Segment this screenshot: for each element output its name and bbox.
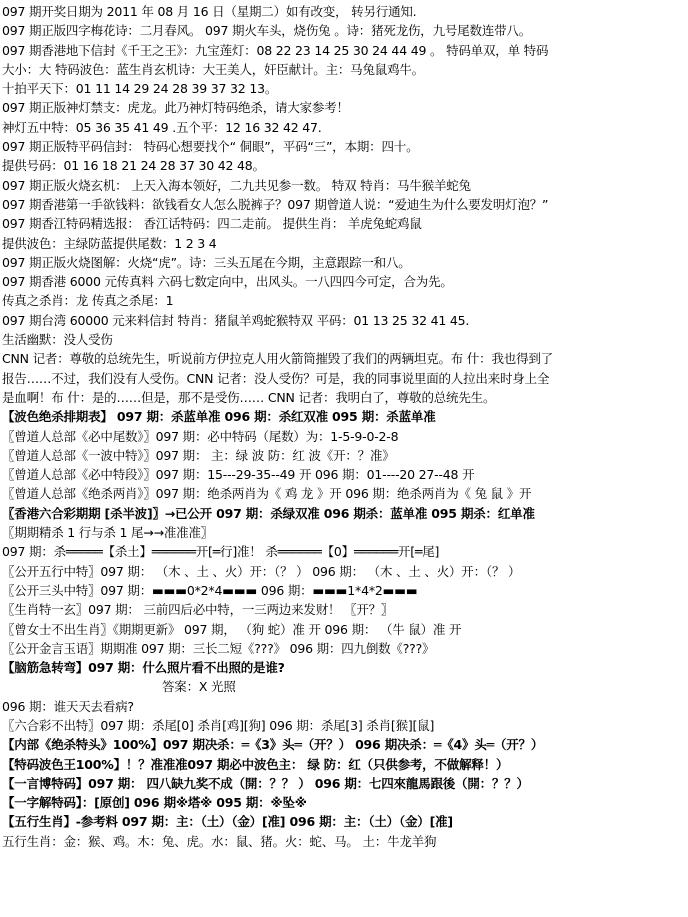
document-line: 大小：大 特码波色：蓝生肖玄机诗：大王美人，奸臣献计。主：马兔鼠鸡牛。	[2, 61, 424, 77]
document-line: 报告……不过，我们没有人受伤。CNN 记者：没人受伤？可是，我的同事说里面的人拉出来时身上全	[2, 370, 550, 386]
document-line: 传真之杀肖：龙 传真之杀尾：1	[2, 293, 174, 309]
document-line: 097 期开奖日期为 2011 年 08 月 16 日（星期二）如有改变， 转另行通知.	[2, 4, 417, 19]
document-line: 097 期正版四字梅花诗：二月春风。 097 期火车头，烧伤兔 。诗：猪死龙伤，九号尾数连带八。	[2, 23, 532, 39]
document-line: 097 期：杀═════【杀土】══════开[═行]准！ 杀══════【0】══════开[═尾]	[2, 544, 440, 560]
document-line: 【一字解特码】：[原创] 096 期※塔※ 095 期：※坠※	[2, 795, 307, 811]
document-line: 097 期正版火烧玄机： 上天入海本领好，二九共见参一数。 特双 特肖：马牛猴羊蛇兔	[2, 177, 471, 193]
document-line: 【内部《绝杀特头》100%】097 期决杀：═《3》头═（开？） 096 期决杀：═《4》头═（开？）	[2, 737, 544, 753]
document-line: 097 期香港 6000 元传真料 六码七数定向中，出风头。一八四四今可定，合为先。	[2, 274, 453, 290]
document-line: 097 期香港第一手欲钱料：欲钱看女人怎么脱裤子？097 期曾道人说：“爱迪生为什么要发明灯泡？”	[2, 196, 549, 212]
document-line: 【波色绝杀排期表】 097 期：杀蓝单准 096 期：杀红双准 095 期：杀蓝单准	[2, 409, 436, 425]
document-line: 神灯五中特：05 36 35 41 49 .五个平：12 16 32 42 47.	[2, 119, 322, 135]
document-line: 097 期正版特平码信封： 特码心想要找个“ 侗眼”，平码“三”，本期：四十。	[2, 139, 419, 155]
document-line: 生活幽默：没人受伤	[2, 332, 113, 348]
document-line: 096 期：谁天天去看病?	[2, 698, 134, 714]
document-line: 五行生肖：金：猴、鸡。木：兔、虎。水：鼠、猪。火：蛇、马。 土：牛龙羊狗	[2, 833, 437, 849]
document-line: CNN 记者：尊敬的总统先生，听说前方伊拉克人用火箭筒摧毁了我们的两辆坦克。布 什：我也得到了	[2, 351, 553, 367]
document-line: 〖公开三头中特〗097 期：▬▬▬0*2*4▬▬▬ 096 期：▬▬▬1*4*2▬▬▬	[2, 582, 418, 598]
document-line: 〖公开金言玉语〗期期准 097 期：三长二短《???》 096 期：四九倒数《???》	[2, 640, 435, 656]
document-line: 097 期香港地下信封《千王之王》：九宝莲灯：08 22 23 14 25 30 24 44 49 。 特码单双，单 特码	[2, 42, 549, 58]
document-line: 〖曾道人总部《必中特段》〗097 期：15---29-35--49 开 096 期：01----20 27--48 开	[2, 467, 475, 483]
document-line: 〖曾女士不出生肖〗《期期更新》 097 期， （狗 蛇）准 开 096 期： （牛 鼠）准 开	[2, 621, 462, 637]
document-line: 〖公开五行中特〗097 期： （木 、土 、火）开：（？ ） 096 期： （木 、土 、火）开：（？ ）	[2, 563, 521, 579]
document-line: 097 期台湾 60000 元来料信封 特肖：猪鼠羊鸡蛇猴特双 平码：01 13 25 32 41 45.	[2, 312, 470, 328]
document-line: 【特码波色王100%】！？准准准097 期必中波色主： 绿 防：红（只供参考，不做解释！）	[2, 756, 509, 772]
document-line: 〖曾道人总部《必中尾数》〗097 期：必中特码（尾数）为：1-5-9-0-2-8	[2, 428, 399, 444]
document-line: 〖曾道人总部《一波中特》〗097 期： 主：绿 波 防：红 波《开：？准》	[2, 447, 395, 463]
document-line: 〖香港六合彩期期 [杀半波]〗→已公开 097 期：杀绿双准 096 期杀：蓝单准 095 期杀：红单准	[2, 505, 535, 521]
document-line: 〖六合彩不出特〗097 期：杀尾[0] 杀肖[鸡][狗] 096 期：杀尾[3] 杀肖[猴][鼠]	[2, 717, 435, 733]
document-line: 097 期香江特码精选报： 香江话特码：四二走前。 提供生肖： 羊虎兔蛇鸡鼠	[2, 216, 422, 232]
document-line: 是血啊！布 什：是的……但是，那不是受伤…… CNN 记者：我明白了，尊敬的总统先生。	[2, 389, 496, 405]
document-line: 【脑筋急转弯】097 期：什么照片看不出照的是谁?	[2, 660, 285, 676]
document-line: 〖生肖特一玄〗097 期： 三前四后必中特，一三两边来发财！ 〖开？〗	[2, 602, 394, 618]
document-line: 097 期正版火烧图解：火烧“虎”。诗：三头五尾在今期，主意跟踪一和八。	[2, 254, 411, 270]
document-line: 答案：X 光照	[162, 679, 236, 695]
document-line: 097 期正版神灯禁支：虎龙。此乃神灯特码绝杀，请大家参考！	[2, 100, 349, 116]
document-line: 【一言博特码】097 期： 四八缺九奖不成（開：？？ ） 096 期：七四來龍馬跟後（開：？？）	[2, 775, 529, 791]
lottery-tips-document	[2, 2, 686, 851]
document-line: 十拍平天下：01 11 14 29 24 28 39 37 32 13。	[2, 81, 278, 97]
document-line: 〖曾道人总部《绝杀两肖》〗097 期：绝杀两肖为《 鸡 龙 》开 096 期：绝杀两肖为《 兔 鼠 》开	[2, 486, 532, 502]
document-line: 【五行生肖】-参考料 097 期：主：（土）（金）[准] 096 期：主：（土）（金）[准]	[2, 814, 453, 830]
document-line: 提供波色：主绿防蓝提供尾数：1 2 3 4	[2, 235, 217, 251]
document-line: 〖期期精杀 1 行与杀 1 尾→→准准准〗	[2, 525, 214, 541]
document-line: 提供号码：01 16 18 21 24 28 37 30 42 48。	[2, 158, 265, 174]
